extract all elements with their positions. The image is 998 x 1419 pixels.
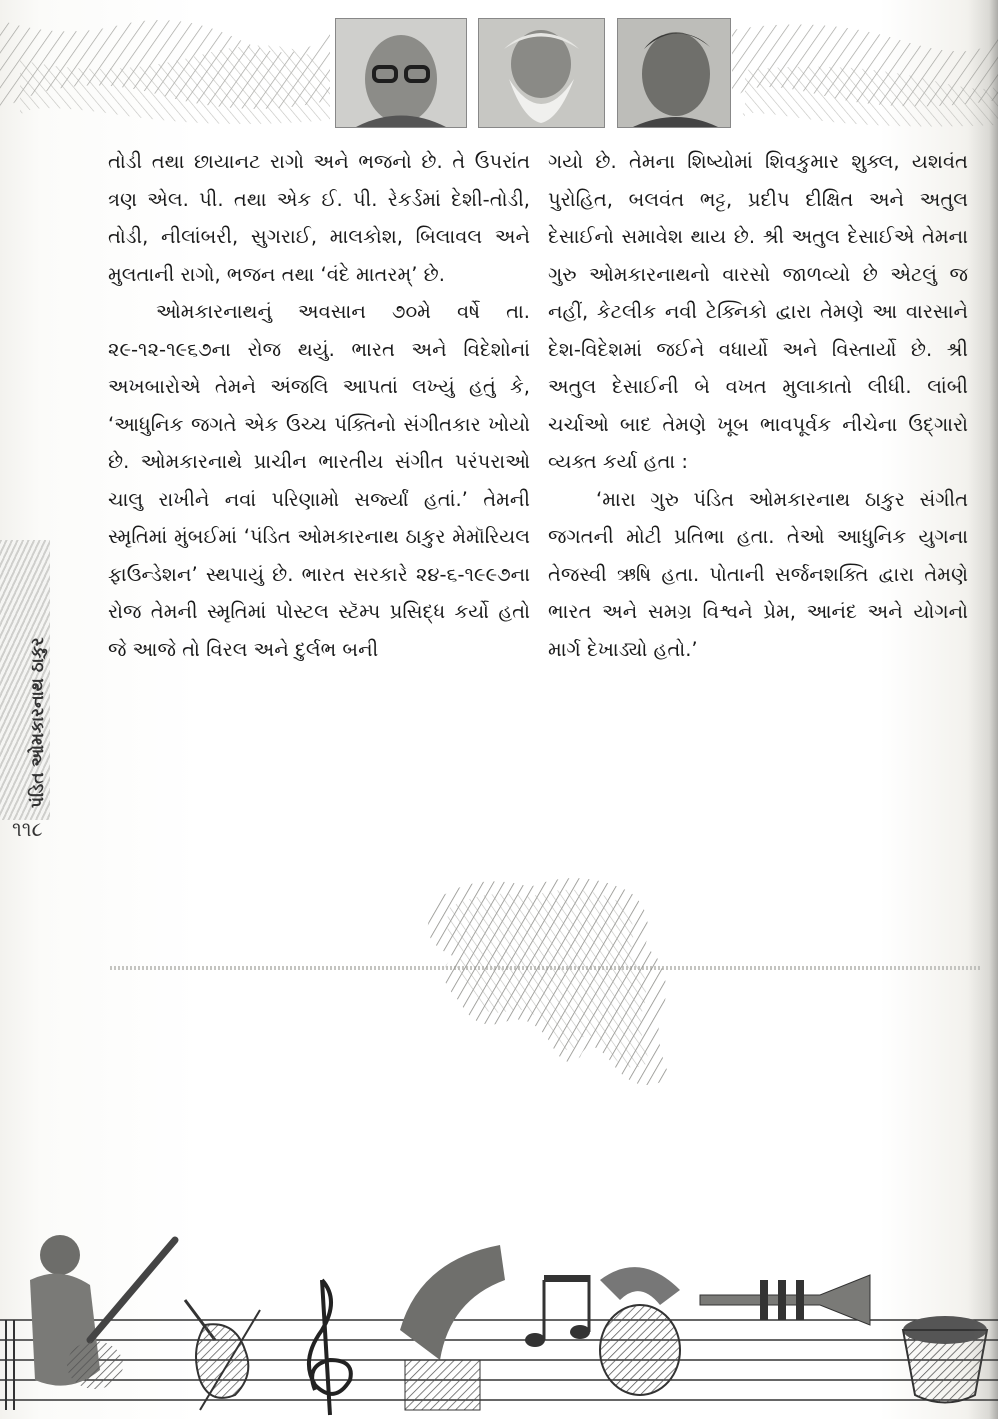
violin-icon	[185, 1300, 260, 1410]
music-notes-icon	[525, 1275, 590, 1347]
right-paragraph-1: ગયો છે. તેમના શિષ્યોમાં શિવકુમાર શુક્લ, યશવંત પુરોહિત, બલવંત ભટ્ટ, પ્રદીપ દીક્ષિત અને અતુલ દેસાઈનો સમાવેશ થાય છે. શ્રી અતુલ દેસાઈએ તેમના ગુરુ ઓમકારનાથનો વારસો જાળવ્યો છે એટલું જ નહીં, કેટલીક નવી ટેક્નિકો દ્વારા તેમણે આ વારસાને દેશ-વિદેશમાં જઈને વધાર્યો અને વિસ્તાર્યો છે. શ્રી અતુલ દેસાઈની બે વખત મુલાકાતો લીધી. લાંબી ચર્ચાઓ બાદ તેમણે ખૂબ ભાવપૂર્વક નીચેના ઉદ્‌ગારો વ્યક્ત કર્યા હતા :	[548, 150, 968, 473]
tuba-icon	[600, 1267, 680, 1395]
portrait-photo-2	[478, 18, 605, 128]
page-edge-shadow	[968, 0, 998, 1419]
treble-clef-icon	[309, 1280, 351, 1415]
gujarat-map-illustration	[110, 862, 980, 1102]
left-paragraph-2: ઓમકારનાથનું અવસાન ૭૦મે વર્ષે તા. ૨૯-૧૨-૧૯૬૭ના રોજ થયું. ભારત અને વિદેશોનાં અખબારોએ તેમને અંજલિ આપતાં લખ્યું હતું કે, ‘આધુનિક જગતે એક ઉચ્ચ પંક્તિનો સંગીતકાર ખોયો છે. ઓમકારનાથે પ્રાચીન ભારતીય સંગીત પરંપરાઓ ચાલુ રાખીને નવાં પરિણામો સર્જ્યાં હતાં.’ તેમની સ્મૃતિમાં મુંબઈમાં ‘પંડિત ઓમકારનાથ ઠાકુર મેમૉરિયલ ફાઉન્ડેશન’ સ્થપાયું છે. ભારત સરકારે ૨૪-૬-૧૯૯૭ના રોજ તેમની સ્મૃતિમાં પોસ્ટલ સ્ટૅમ્પ પ્રસિદ્ધ કર્યો હતો જે આજે તો વિરલ અને દુર્લભ બની	[108, 300, 530, 661]
music-instruments-decoration	[0, 1220, 998, 1419]
right-paragraph-2: ‘મારા ગુરુ પંડિત ઓમકારનાથ ઠાકુર સંગીત જગતની મોટી પ્રતિભા હતા. તેઓ આધુનિક યુગના તેજસ્વી ઋષિ હતા. પોતાની સર્જનશક્તિ દ્વારા તેમણે ભારત અને સમગ્ર વિશ્વને પ્રેમ, આનંદ અને યોગનો માર્ગ દેખાડ્યો હતો.’	[548, 487, 968, 661]
portrait-photo-1	[335, 18, 467, 128]
side-title: પંડિત ઓમકારનાથ ઠાકુર	[28, 637, 48, 808]
gramophone-icon	[400, 1245, 505, 1410]
trumpet-icon	[700, 1275, 870, 1325]
left-paragraph-1: તોડી તથા છાયાનટ રાગો અને ભજનો છે. તે ઉપરાંત ત્રણ એલ. પી. તથા એક ઈ. પી. રેકર્ડમાં દેશી-તોડી, તોડી, નીલાંબરી, સુગરાઈ, માલકોશ, બિલાવલ અને મુલતાની રાગો, ભજન તથા ‘વંદે માતરમ્’ છે.	[108, 150, 530, 286]
portrait-photo-3	[617, 18, 731, 128]
page-number: ૧૧૮	[12, 817, 43, 841]
right-column	[548, 143, 968, 668]
left-column	[108, 143, 530, 668]
sitar-player-icon	[30, 1235, 175, 1389]
